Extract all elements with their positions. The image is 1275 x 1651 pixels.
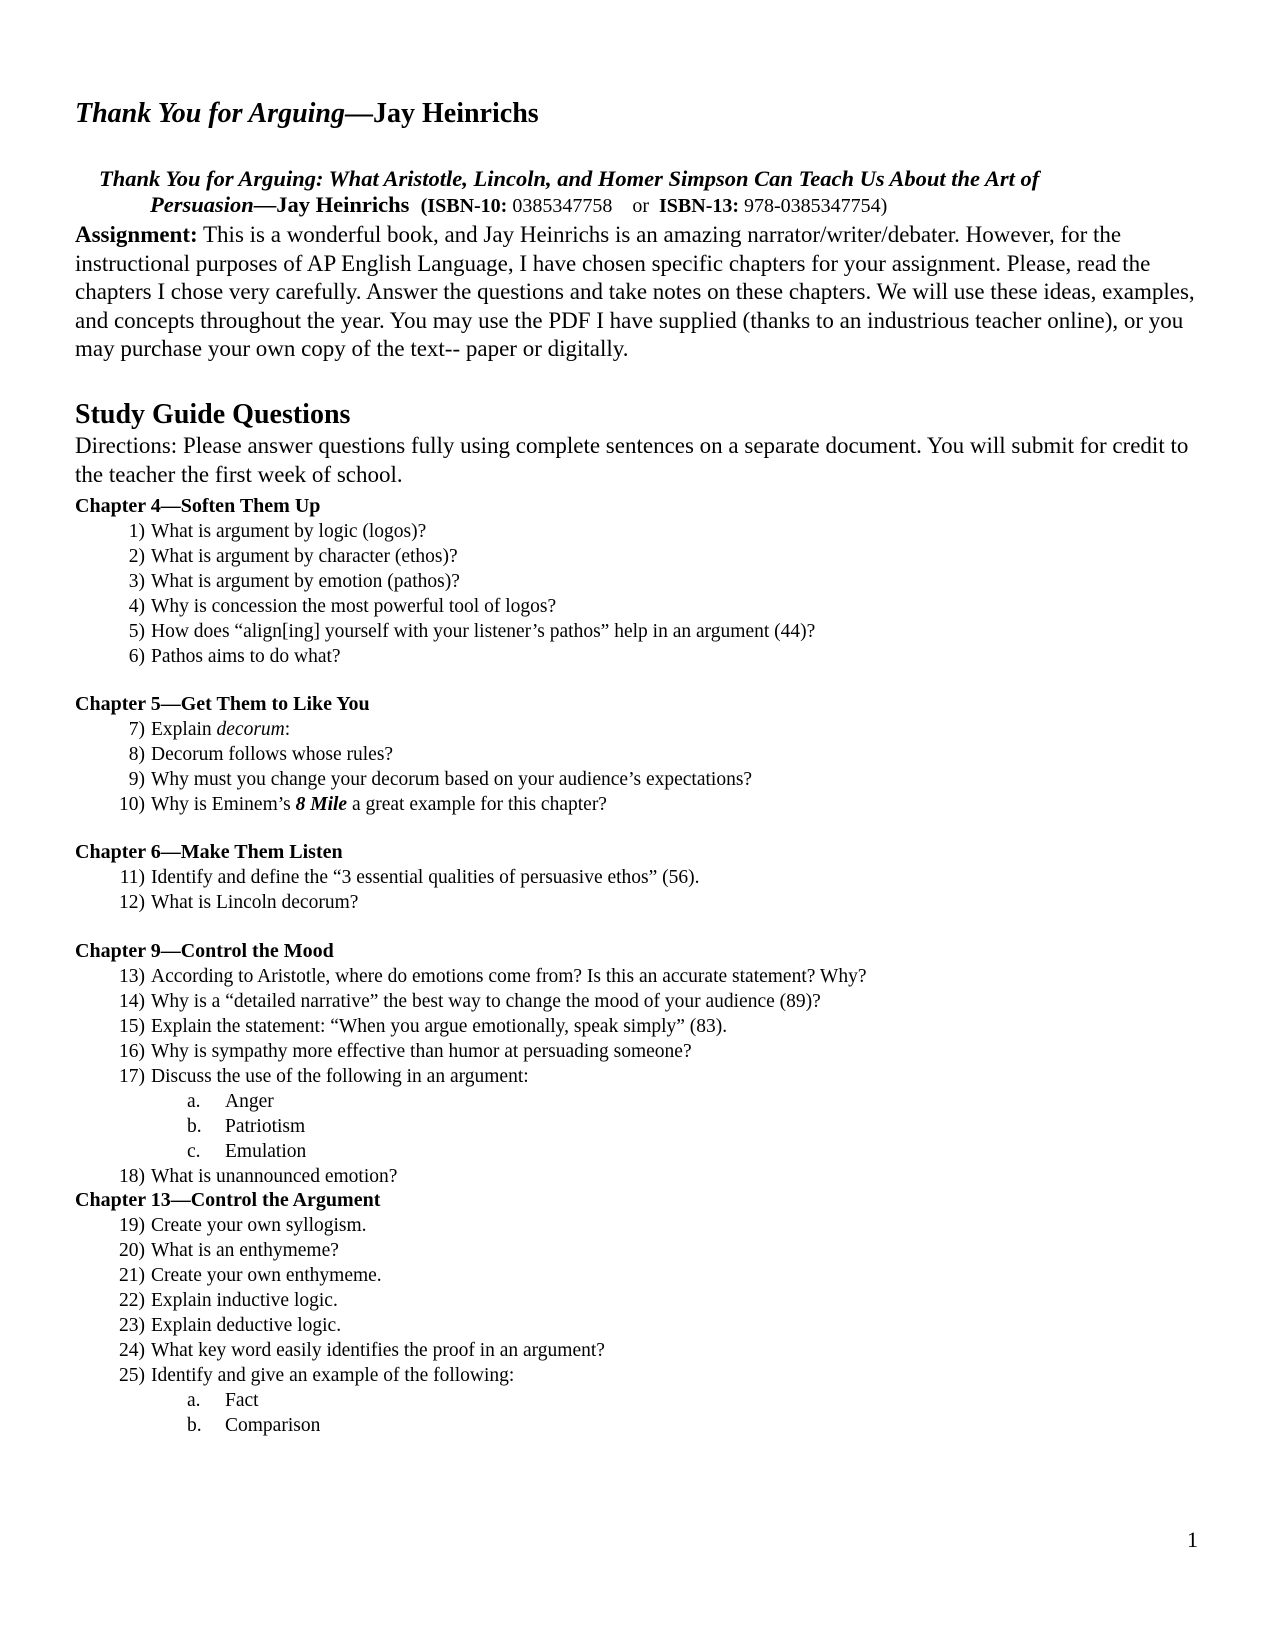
question-item <box>75 644 1205 669</box>
question-item <box>75 519 1205 544</box>
question-text: Explain the statement: “When you argue emotionally, speak simply” (83). <box>151 1016 728 1037</box>
sub-item-text: Patriotism <box>225 1116 306 1137</box>
chapter-heading: Chapter 13—Control the Argument <box>75 1189 381 1211</box>
sub-list-item <box>75 1089 1205 1114</box>
question-number: 1) <box>128 521 145 542</box>
sub-list-item <box>75 1114 1205 1139</box>
question-item <box>75 1288 1205 1313</box>
question-number: 18) <box>119 1166 145 1187</box>
question-text: What is argument by emotion (pathos)? <box>151 571 460 592</box>
question-text: Explain deductive logic. <box>151 1315 342 1336</box>
question-text: What is argument by character (ethos)? <box>151 546 458 567</box>
book-citation <box>75 166 1195 219</box>
sub-item-letter: b. <box>187 1415 202 1436</box>
question-item <box>75 742 1205 767</box>
question-text: Why is Eminem’s 8 Mile a great example for this chapter? <box>151 794 607 815</box>
question-number: 19) <box>119 1215 145 1236</box>
question-number: 13) <box>119 966 145 987</box>
page-number: 1 <box>1187 1527 1198 1552</box>
title-book-name: Thank You for Arguing <box>75 98 345 129</box>
question-text: Identify and give an example of the following: <box>151 1365 515 1386</box>
sub-item-letter: b. <box>187 1116 202 1137</box>
study-guide-heading: Study Guide Questions <box>75 399 351 430</box>
question-item <box>75 1263 1205 1288</box>
question-item <box>75 890 1205 915</box>
question-text: Decorum follows whose rules? <box>151 744 394 765</box>
isbn13-value: 978-0385347754) <box>739 195 888 217</box>
question-item <box>75 569 1205 594</box>
chapter-section-5 <box>75 692 1205 817</box>
sub-item-text: Comparison <box>225 1415 321 1436</box>
study-guide-directions: Directions: Please answer questions fully using complete sentences on a separate document. You will submit for credit to the teacher the first week of school. <box>75 433 1189 487</box>
question-number: 8) <box>128 744 145 765</box>
page-title <box>75 96 539 132</box>
question-item <box>75 1014 1205 1039</box>
question-text: Why is sympathy more effective than humor at persuading someone? <box>151 1041 692 1062</box>
sub-item-text: Anger <box>225 1091 274 1112</box>
question-text: Identify and define the “3 essential qualities of persuasive ethos” (56). <box>151 867 700 888</box>
assignment-paragraph <box>75 221 1205 364</box>
question-number: 7) <box>128 719 145 740</box>
isbn10-label: (ISBN-10: <box>420 195 508 217</box>
assignment-text: This is a wonderful book, and Jay Heinrichs is an amazing narrator/writer/debater. However, for the instructional purposes of AP English Language, I have chosen specific chapters for your assignment. Please, read the chapters I chose very carefully. Answer the questions and take notes on these chapters. We will use these ideas, examples, and concepts throughout the year. You may use the PDF I have supplied (thanks to an industrious teacher online), or you may purchase your own copy of the text-- paper or digitally. <box>75 222 1195 361</box>
question-item <box>75 544 1205 569</box>
question-number: 5) <box>128 621 145 642</box>
question-text: Create your own enthymeme. <box>151 1265 382 1286</box>
sub-list-item <box>75 1388 1205 1413</box>
question-item <box>75 964 1205 989</box>
question-number: 15) <box>119 1016 145 1037</box>
question-item <box>75 1338 1205 1363</box>
chapter-section-6 <box>75 840 1205 915</box>
chapter-heading: Chapter 6—Make Them Listen <box>75 841 343 863</box>
question-text: What is argument by logic (logos)? <box>151 521 427 542</box>
question-item <box>75 717 1205 742</box>
sub-item-letter: a. <box>187 1091 201 1112</box>
question-text: Explain decorum: <box>151 719 291 740</box>
question-text: What is Lincoln decorum? <box>151 892 359 913</box>
book-full-title-line1: Thank You for Arguing: What Aristotle, Lincoln, and Homer Simpson Can Teach Us About the Art of <box>99 166 1040 191</box>
question-text: According to Aristotle, where do emotions come from? Is this an accurate statement? Why? <box>151 966 867 987</box>
isbn10-value: 0385347758 or <box>507 195 659 217</box>
question-item <box>75 989 1205 1014</box>
title-author: —Jay Heinrichs <box>345 98 539 129</box>
question-item <box>75 1238 1205 1263</box>
question-item <box>75 1363 1205 1388</box>
question-text: Explain inductive logic. <box>151 1290 338 1311</box>
isbn13-label: ISBN-13: <box>659 195 740 217</box>
question-text: Why is a “detailed narrative” the best way to change the mood of your audience (89)? <box>151 991 821 1012</box>
sub-item-text: Fact <box>225 1390 259 1411</box>
chapter-heading: Chapter 4—Soften Them Up <box>75 495 321 517</box>
book-full-title-line2: Persuasion <box>150 192 254 217</box>
question-item <box>75 1313 1205 1338</box>
chapter-heading: Chapter 5—Get Them to Like You <box>75 693 370 715</box>
chapter-section-13 <box>75 1188 1205 1438</box>
question-number: 11) <box>119 867 145 888</box>
sub-list-item <box>75 1139 1205 1164</box>
question-text: Why must you change your decorum based on your audience’s expectations? <box>151 769 753 790</box>
question-item <box>75 594 1205 619</box>
question-number: 6) <box>128 646 145 667</box>
chapter-section-9 <box>75 939 1205 1189</box>
question-number: 22) <box>119 1290 145 1311</box>
question-item <box>75 1064 1205 1089</box>
question-number: 14) <box>119 991 145 1012</box>
question-number: 9) <box>128 769 145 790</box>
question-number: 21) <box>119 1265 145 1286</box>
book-author: —Jay Heinrichs <box>253 192 410 217</box>
question-number: 16) <box>119 1041 145 1062</box>
question-text: Why is concession the most powerful tool of logos? <box>151 596 557 617</box>
chapter-heading: Chapter 9—Control the Mood <box>75 940 334 962</box>
question-item <box>75 792 1205 817</box>
question-item <box>75 619 1205 644</box>
question-number: 24) <box>119 1340 145 1361</box>
question-text: Pathos aims to do what? <box>151 646 341 667</box>
question-number: 20) <box>119 1240 145 1261</box>
question-number: 10) <box>119 794 145 815</box>
question-number: 25) <box>119 1365 145 1386</box>
question-text: What is an enthymeme? <box>151 1240 339 1261</box>
question-text: What is unannounced emotion? <box>151 1166 398 1187</box>
question-text: Create your own syllogism. <box>151 1215 367 1236</box>
question-item <box>75 1213 1205 1238</box>
sub-item-letter: c. <box>187 1141 201 1162</box>
question-text: How does “align[ing] yourself with your listener’s pathos” help in an argument (44)? <box>151 621 816 642</box>
question-item <box>75 1164 1205 1189</box>
question-number: 17) <box>119 1066 145 1087</box>
question-text: What key word easily identifies the proof in an argument? <box>151 1340 605 1361</box>
question-number: 3) <box>128 571 145 592</box>
sub-list-item <box>75 1413 1205 1438</box>
question-item <box>75 1039 1205 1064</box>
question-text: Discuss the use of the following in an argument: <box>151 1066 529 1087</box>
sub-item-text: Emulation <box>225 1141 307 1162</box>
question-number: 12) <box>119 892 145 913</box>
question-number: 2) <box>128 546 145 567</box>
chapter-section-4 <box>75 494 1205 669</box>
question-item <box>75 865 1205 890</box>
assignment-label: Assignment: <box>75 222 198 247</box>
question-number: 23) <box>119 1315 145 1336</box>
question-item <box>75 767 1205 792</box>
question-number: 4) <box>128 596 145 617</box>
sub-item-letter: a. <box>187 1390 201 1411</box>
